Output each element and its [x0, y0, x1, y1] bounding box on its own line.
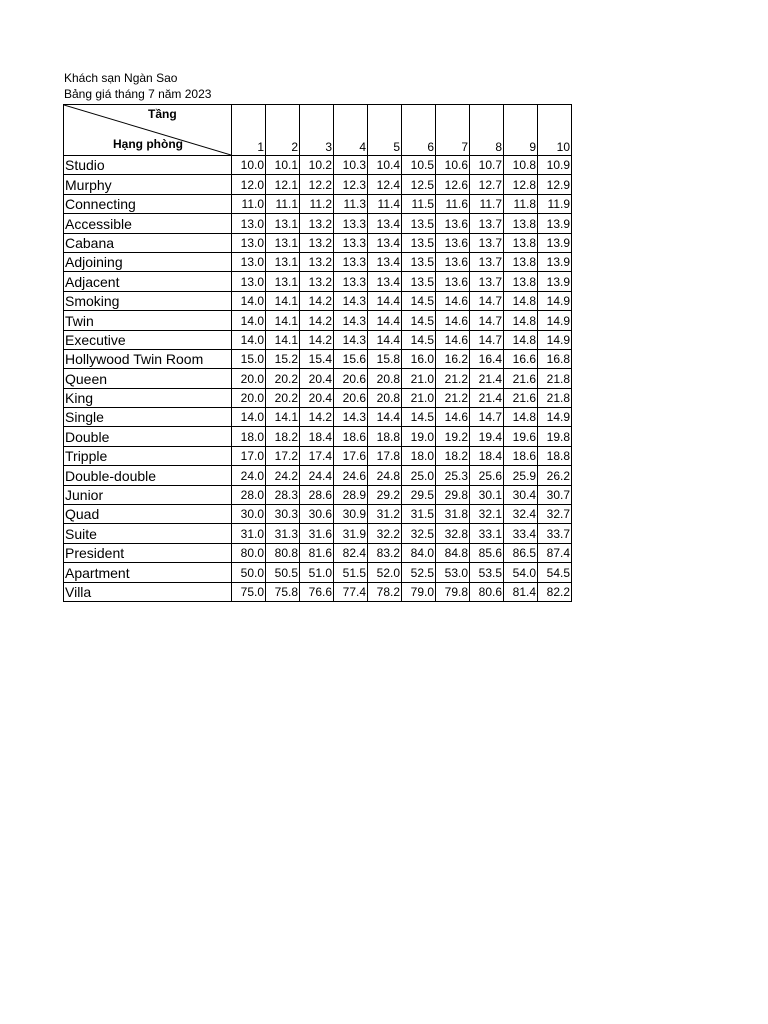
price-cell: 80.8	[266, 543, 300, 562]
diagonal-header-cell	[64, 105, 232, 156]
price-cell: 13.1	[266, 233, 300, 252]
price-cell: 51.5	[334, 563, 368, 582]
floor-column-header: 10	[538, 105, 572, 156]
price-cell: 14.9	[538, 291, 572, 310]
price-cell: 14.4	[368, 311, 402, 330]
price-cell: 16.4	[470, 349, 504, 368]
table-row	[64, 388, 572, 407]
price-cell: 13.5	[402, 233, 436, 252]
price-cell: 32.5	[402, 524, 436, 543]
room-type-cell: Suite	[64, 524, 232, 543]
price-cell: 30.4	[504, 485, 538, 504]
price-cell: 18.0	[232, 427, 266, 446]
price-cell: 13.0	[232, 252, 266, 271]
price-cell: 29.8	[436, 485, 470, 504]
price-cell: 11.6	[436, 194, 470, 213]
price-cell: 21.6	[504, 388, 538, 407]
price-cell: 13.6	[436, 214, 470, 233]
price-cell: 14.0	[232, 330, 266, 349]
price-cell: 21.6	[504, 369, 538, 388]
price-cell: 24.4	[300, 466, 334, 485]
price-cell: 50.5	[266, 563, 300, 582]
price-cell: 82.2	[538, 582, 572, 601]
price-cell: 32.7	[538, 505, 572, 524]
price-cell: 77.4	[334, 582, 368, 601]
price-cell: 86.5	[504, 543, 538, 562]
price-cell: 14.3	[334, 330, 368, 349]
price-cell: 29.2	[368, 485, 402, 504]
price-cell: 18.8	[538, 446, 572, 465]
price-cell: 53.5	[470, 563, 504, 582]
room-type-cell: Double-double	[64, 466, 232, 485]
price-cell: 13.7	[470, 272, 504, 291]
price-table-subtitle: Bảng giá tháng 7 năm 2023	[64, 87, 212, 101]
price-cell: 19.0	[402, 427, 436, 446]
room-type-cell: King	[64, 388, 232, 407]
table-row	[64, 330, 572, 349]
price-cell: 33.7	[538, 524, 572, 543]
price-cell: 79.8	[436, 582, 470, 601]
table-row	[64, 214, 572, 233]
price-cell: 13.7	[470, 233, 504, 252]
price-cell: 12.3	[334, 175, 368, 194]
price-cell: 32.1	[470, 505, 504, 524]
table-row	[64, 543, 572, 562]
price-cell: 15.2	[266, 349, 300, 368]
price-cell: 84.0	[402, 543, 436, 562]
price-cell: 20.2	[266, 369, 300, 388]
price-cell: 13.2	[300, 214, 334, 233]
price-cell: 14.3	[334, 408, 368, 427]
price-cell: 31.3	[266, 524, 300, 543]
price-cell: 24.0	[232, 466, 266, 485]
floor-axis-label: Tầng	[148, 107, 177, 121]
price-cell: 21.2	[436, 388, 470, 407]
price-cell: 78.2	[368, 582, 402, 601]
price-cell: 21.0	[402, 388, 436, 407]
price-cell: 13.3	[334, 233, 368, 252]
price-cell: 14.8	[504, 408, 538, 427]
table-body	[64, 156, 572, 602]
table-row	[64, 505, 572, 524]
price-cell: 13.1	[266, 214, 300, 233]
price-cell: 20.4	[300, 369, 334, 388]
room-type-cell: Connecting	[64, 194, 232, 213]
price-cell: 84.8	[436, 543, 470, 562]
table-row	[64, 582, 572, 601]
price-cell: 14.6	[436, 330, 470, 349]
price-cell: 18.2	[266, 427, 300, 446]
price-cell: 14.6	[436, 408, 470, 427]
price-cell: 17.4	[300, 446, 334, 465]
price-cell: 17.0	[232, 446, 266, 465]
price-cell: 28.0	[232, 485, 266, 504]
price-cell: 13.2	[300, 272, 334, 291]
price-cell: 15.8	[368, 349, 402, 368]
price-cell: 24.2	[266, 466, 300, 485]
price-cell: 14.1	[266, 291, 300, 310]
price-cell: 21.2	[436, 369, 470, 388]
hotel-title: Khách sạn Ngàn Sao	[64, 71, 178, 85]
price-cell: 14.4	[368, 291, 402, 310]
price-cell: 13.8	[504, 272, 538, 291]
price-cell: 13.0	[232, 214, 266, 233]
price-cell: 14.3	[334, 311, 368, 330]
price-cell: 52.0	[368, 563, 402, 582]
price-cell: 14.1	[266, 330, 300, 349]
price-cell: 14.9	[538, 330, 572, 349]
price-cell: 13.4	[368, 272, 402, 291]
price-cell: 16.8	[538, 349, 572, 368]
price-cell: 51.0	[300, 563, 334, 582]
price-cell: 53.0	[436, 563, 470, 582]
price-cell: 13.9	[538, 272, 572, 291]
price-cell: 52.5	[402, 563, 436, 582]
price-cell: 13.1	[266, 272, 300, 291]
price-cell: 32.8	[436, 524, 470, 543]
price-cell: 21.8	[538, 369, 572, 388]
room-type-cell: Tripple	[64, 446, 232, 465]
price-cell: 12.9	[538, 175, 572, 194]
price-cell: 10.0	[232, 156, 266, 175]
price-cell: 25.6	[470, 466, 504, 485]
price-cell: 11.0	[232, 194, 266, 213]
price-cell: 30.3	[266, 505, 300, 524]
price-cell: 12.5	[402, 175, 436, 194]
price-cell: 13.9	[538, 252, 572, 271]
table-row	[64, 369, 572, 388]
price-cell: 16.0	[402, 349, 436, 368]
price-cell: 81.6	[300, 543, 334, 562]
price-cell: 17.6	[334, 446, 368, 465]
table-row	[64, 524, 572, 543]
price-cell: 80.0	[232, 543, 266, 562]
price-cell: 14.5	[402, 330, 436, 349]
price-cell: 85.6	[470, 543, 504, 562]
price-cell: 33.4	[504, 524, 538, 543]
price-cell: 25.3	[436, 466, 470, 485]
price-cell: 30.1	[470, 485, 504, 504]
price-cell: 82.4	[334, 543, 368, 562]
table-row	[64, 408, 572, 427]
price-cell: 13.0	[232, 272, 266, 291]
room-type-cell: Smoking	[64, 291, 232, 310]
room-type-cell: Cabana	[64, 233, 232, 252]
price-cell: 24.6	[334, 466, 368, 485]
price-cell: 14.8	[504, 330, 538, 349]
price-cell: 30.0	[232, 505, 266, 524]
room-type-cell: Double	[64, 427, 232, 446]
price-cell: 13.5	[402, 214, 436, 233]
price-cell: 30.7	[538, 485, 572, 504]
price-cell: 10.2	[300, 156, 334, 175]
table-row	[64, 156, 572, 175]
price-cell: 14.9	[538, 408, 572, 427]
price-cell: 12.1	[266, 175, 300, 194]
price-cell: 15.4	[300, 349, 334, 368]
price-cell: 31.2	[368, 505, 402, 524]
price-cell: 18.4	[470, 446, 504, 465]
price-cell: 26.2	[538, 466, 572, 485]
price-cell: 20.8	[368, 369, 402, 388]
price-cell: 80.6	[470, 582, 504, 601]
price-cell: 13.9	[538, 214, 572, 233]
price-cell: 18.4	[300, 427, 334, 446]
price-cell: 31.8	[436, 505, 470, 524]
price-cell: 14.7	[470, 408, 504, 427]
price-cell: 14.0	[232, 311, 266, 330]
floor-column-header: 7	[436, 105, 470, 156]
price-cell: 17.8	[368, 446, 402, 465]
price-cell: 12.2	[300, 175, 334, 194]
room-type-cell: Single	[64, 408, 232, 427]
price-cell: 13.8	[504, 214, 538, 233]
table-row	[64, 563, 572, 582]
price-cell: 20.6	[334, 388, 368, 407]
price-cell: 13.4	[368, 233, 402, 252]
price-cell: 31.0	[232, 524, 266, 543]
price-cell: 13.8	[504, 233, 538, 252]
price-cell: 28.6	[300, 485, 334, 504]
room-type-cell: Twin	[64, 311, 232, 330]
floor-column-header: 3	[300, 105, 334, 156]
price-cell: 33.1	[470, 524, 504, 543]
floor-column-header: 1	[232, 105, 266, 156]
price-cell: 18.6	[504, 446, 538, 465]
price-cell: 54.0	[504, 563, 538, 582]
price-cell: 24.8	[368, 466, 402, 485]
price-cell: 11.5	[402, 194, 436, 213]
price-cell: 13.0	[232, 233, 266, 252]
price-cell: 25.0	[402, 466, 436, 485]
price-cell: 14.2	[300, 311, 334, 330]
price-cell: 25.9	[504, 466, 538, 485]
price-cell: 10.1	[266, 156, 300, 175]
price-cell: 13.7	[470, 214, 504, 233]
price-cell: 13.5	[402, 272, 436, 291]
table-row	[64, 446, 572, 465]
price-cell: 14.2	[300, 330, 334, 349]
table-row	[64, 252, 572, 271]
price-cell: 11.8	[504, 194, 538, 213]
price-cell: 13.8	[504, 252, 538, 271]
room-type-cell: Studio	[64, 156, 232, 175]
price-cell: 14.6	[436, 311, 470, 330]
price-cell: 81.4	[504, 582, 538, 601]
price-cell: 14.1	[266, 311, 300, 330]
price-cell: 20.0	[232, 369, 266, 388]
price-cell: 14.5	[402, 291, 436, 310]
price-cell: 31.9	[334, 524, 368, 543]
room-type-cell: Murphy	[64, 175, 232, 194]
price-cell: 31.5	[402, 505, 436, 524]
price-cell: 12.8	[504, 175, 538, 194]
price-cell: 15.0	[232, 349, 266, 368]
table-row	[64, 349, 572, 368]
room-type-cell: Junior	[64, 485, 232, 504]
room-type-cell: Adjoining	[64, 252, 232, 271]
floor-column-header: 6	[402, 105, 436, 156]
price-cell: 20.6	[334, 369, 368, 388]
price-cell: 13.3	[334, 214, 368, 233]
price-cell: 12.7	[470, 175, 504, 194]
price-cell: 20.2	[266, 388, 300, 407]
price-cell: 14.7	[470, 311, 504, 330]
price-cell: 19.2	[436, 427, 470, 446]
price-cell: 14.6	[436, 291, 470, 310]
price-cell: 14.7	[470, 291, 504, 310]
table-row	[64, 233, 572, 252]
price-cell: 12.6	[436, 175, 470, 194]
price-cell: 15.6	[334, 349, 368, 368]
floor-column-header: 2	[266, 105, 300, 156]
price-cell: 18.6	[334, 427, 368, 446]
price-cell: 11.1	[266, 194, 300, 213]
price-cell: 32.4	[504, 505, 538, 524]
price-cell: 14.2	[300, 291, 334, 310]
price-cell: 13.3	[334, 272, 368, 291]
room-type-cell: Accessible	[64, 214, 232, 233]
price-cell: 76.6	[300, 582, 334, 601]
price-cell: 14.4	[368, 330, 402, 349]
floor-column-header: 9	[504, 105, 538, 156]
price-cell: 10.7	[470, 156, 504, 175]
room-type-cell: Queen	[64, 369, 232, 388]
price-cell: 14.5	[402, 408, 436, 427]
price-cell: 11.9	[538, 194, 572, 213]
price-cell: 10.4	[368, 156, 402, 175]
price-cell: 20.8	[368, 388, 402, 407]
price-cell: 13.4	[368, 252, 402, 271]
floor-column-header: 8	[470, 105, 504, 156]
price-cell: 21.4	[470, 388, 504, 407]
price-cell: 17.2	[266, 446, 300, 465]
price-cell: 16.6	[504, 349, 538, 368]
price-cell: 14.8	[504, 291, 538, 310]
price-cell: 21.4	[470, 369, 504, 388]
price-cell: 14.8	[504, 311, 538, 330]
table-row	[64, 194, 572, 213]
room-type-cell: Adjacent	[64, 272, 232, 291]
price-cell: 32.2	[368, 524, 402, 543]
price-cell: 13.5	[402, 252, 436, 271]
price-cell: 75.0	[232, 582, 266, 601]
room-type-cell: Quad	[64, 505, 232, 524]
table-row	[64, 175, 572, 194]
price-cell: 30.6	[300, 505, 334, 524]
price-cell: 16.2	[436, 349, 470, 368]
table-header-row	[64, 105, 572, 156]
price-cell: 14.5	[402, 311, 436, 330]
price-cell: 13.4	[368, 214, 402, 233]
table-row	[64, 291, 572, 310]
price-cell: 10.6	[436, 156, 470, 175]
price-cell: 11.4	[368, 194, 402, 213]
price-cell: 20.4	[300, 388, 334, 407]
price-cell: 10.8	[504, 156, 538, 175]
price-cell: 14.0	[232, 291, 266, 310]
price-cell: 10.5	[402, 156, 436, 175]
price-cell: 13.6	[436, 233, 470, 252]
price-cell: 11.7	[470, 194, 504, 213]
price-cell: 28.3	[266, 485, 300, 504]
price-cell: 50.0	[232, 563, 266, 582]
price-cell: 18.8	[368, 427, 402, 446]
price-cell: 29.5	[402, 485, 436, 504]
price-cell: 87.4	[538, 543, 572, 562]
price-cell: 13.9	[538, 233, 572, 252]
price-cell: 10.3	[334, 156, 368, 175]
price-cell: 19.6	[504, 427, 538, 446]
price-cell: 54.5	[538, 563, 572, 582]
room-type-cell: Apartment	[64, 563, 232, 582]
price-cell: 20.0	[232, 388, 266, 407]
price-cell: 10.9	[538, 156, 572, 175]
price-cell: 21.0	[402, 369, 436, 388]
price-cell: 12.0	[232, 175, 266, 194]
price-cell: 11.3	[334, 194, 368, 213]
floor-column-header: 5	[368, 105, 402, 156]
price-cell: 11.2	[300, 194, 334, 213]
table-row	[64, 466, 572, 485]
price-cell: 14.1	[266, 408, 300, 427]
room-type-cell: Hollywood Twin Room	[64, 349, 232, 368]
price-cell: 14.2	[300, 408, 334, 427]
price-cell: 19.4	[470, 427, 504, 446]
price-cell: 75.8	[266, 582, 300, 601]
price-cell: 13.3	[334, 252, 368, 271]
price-cell: 13.1	[266, 252, 300, 271]
price-cell: 12.4	[368, 175, 402, 194]
price-cell: 13.7	[470, 252, 504, 271]
table-row	[64, 311, 572, 330]
price-cell: 14.3	[334, 291, 368, 310]
price-cell: 13.6	[436, 272, 470, 291]
price-cell: 14.9	[538, 311, 572, 330]
table-row	[64, 427, 572, 446]
price-cell: 14.4	[368, 408, 402, 427]
price-cell: 21.8	[538, 388, 572, 407]
room-type-axis-label: Hạng phòng	[113, 137, 183, 151]
price-cell: 14.7	[470, 330, 504, 349]
room-type-cell: President	[64, 543, 232, 562]
price-cell: 13.2	[300, 233, 334, 252]
price-cell: 13.2	[300, 252, 334, 271]
price-cell: 83.2	[368, 543, 402, 562]
table-row	[64, 272, 572, 291]
document-header	[64, 70, 211, 102]
price-cell: 19.8	[538, 427, 572, 446]
price-cell: 28.9	[334, 485, 368, 504]
price-cell: 31.6	[300, 524, 334, 543]
price-cell: 79.0	[402, 582, 436, 601]
price-cell: 13.6	[436, 252, 470, 271]
room-type-cell: Villa	[64, 582, 232, 601]
table-row	[64, 485, 572, 504]
price-table	[63, 104, 572, 602]
price-cell: 18.2	[436, 446, 470, 465]
floor-column-header: 4	[334, 105, 368, 156]
price-cell: 14.0	[232, 408, 266, 427]
price-cell: 18.0	[402, 446, 436, 465]
price-cell: 30.9	[334, 505, 368, 524]
room-type-cell: Executive	[64, 330, 232, 349]
